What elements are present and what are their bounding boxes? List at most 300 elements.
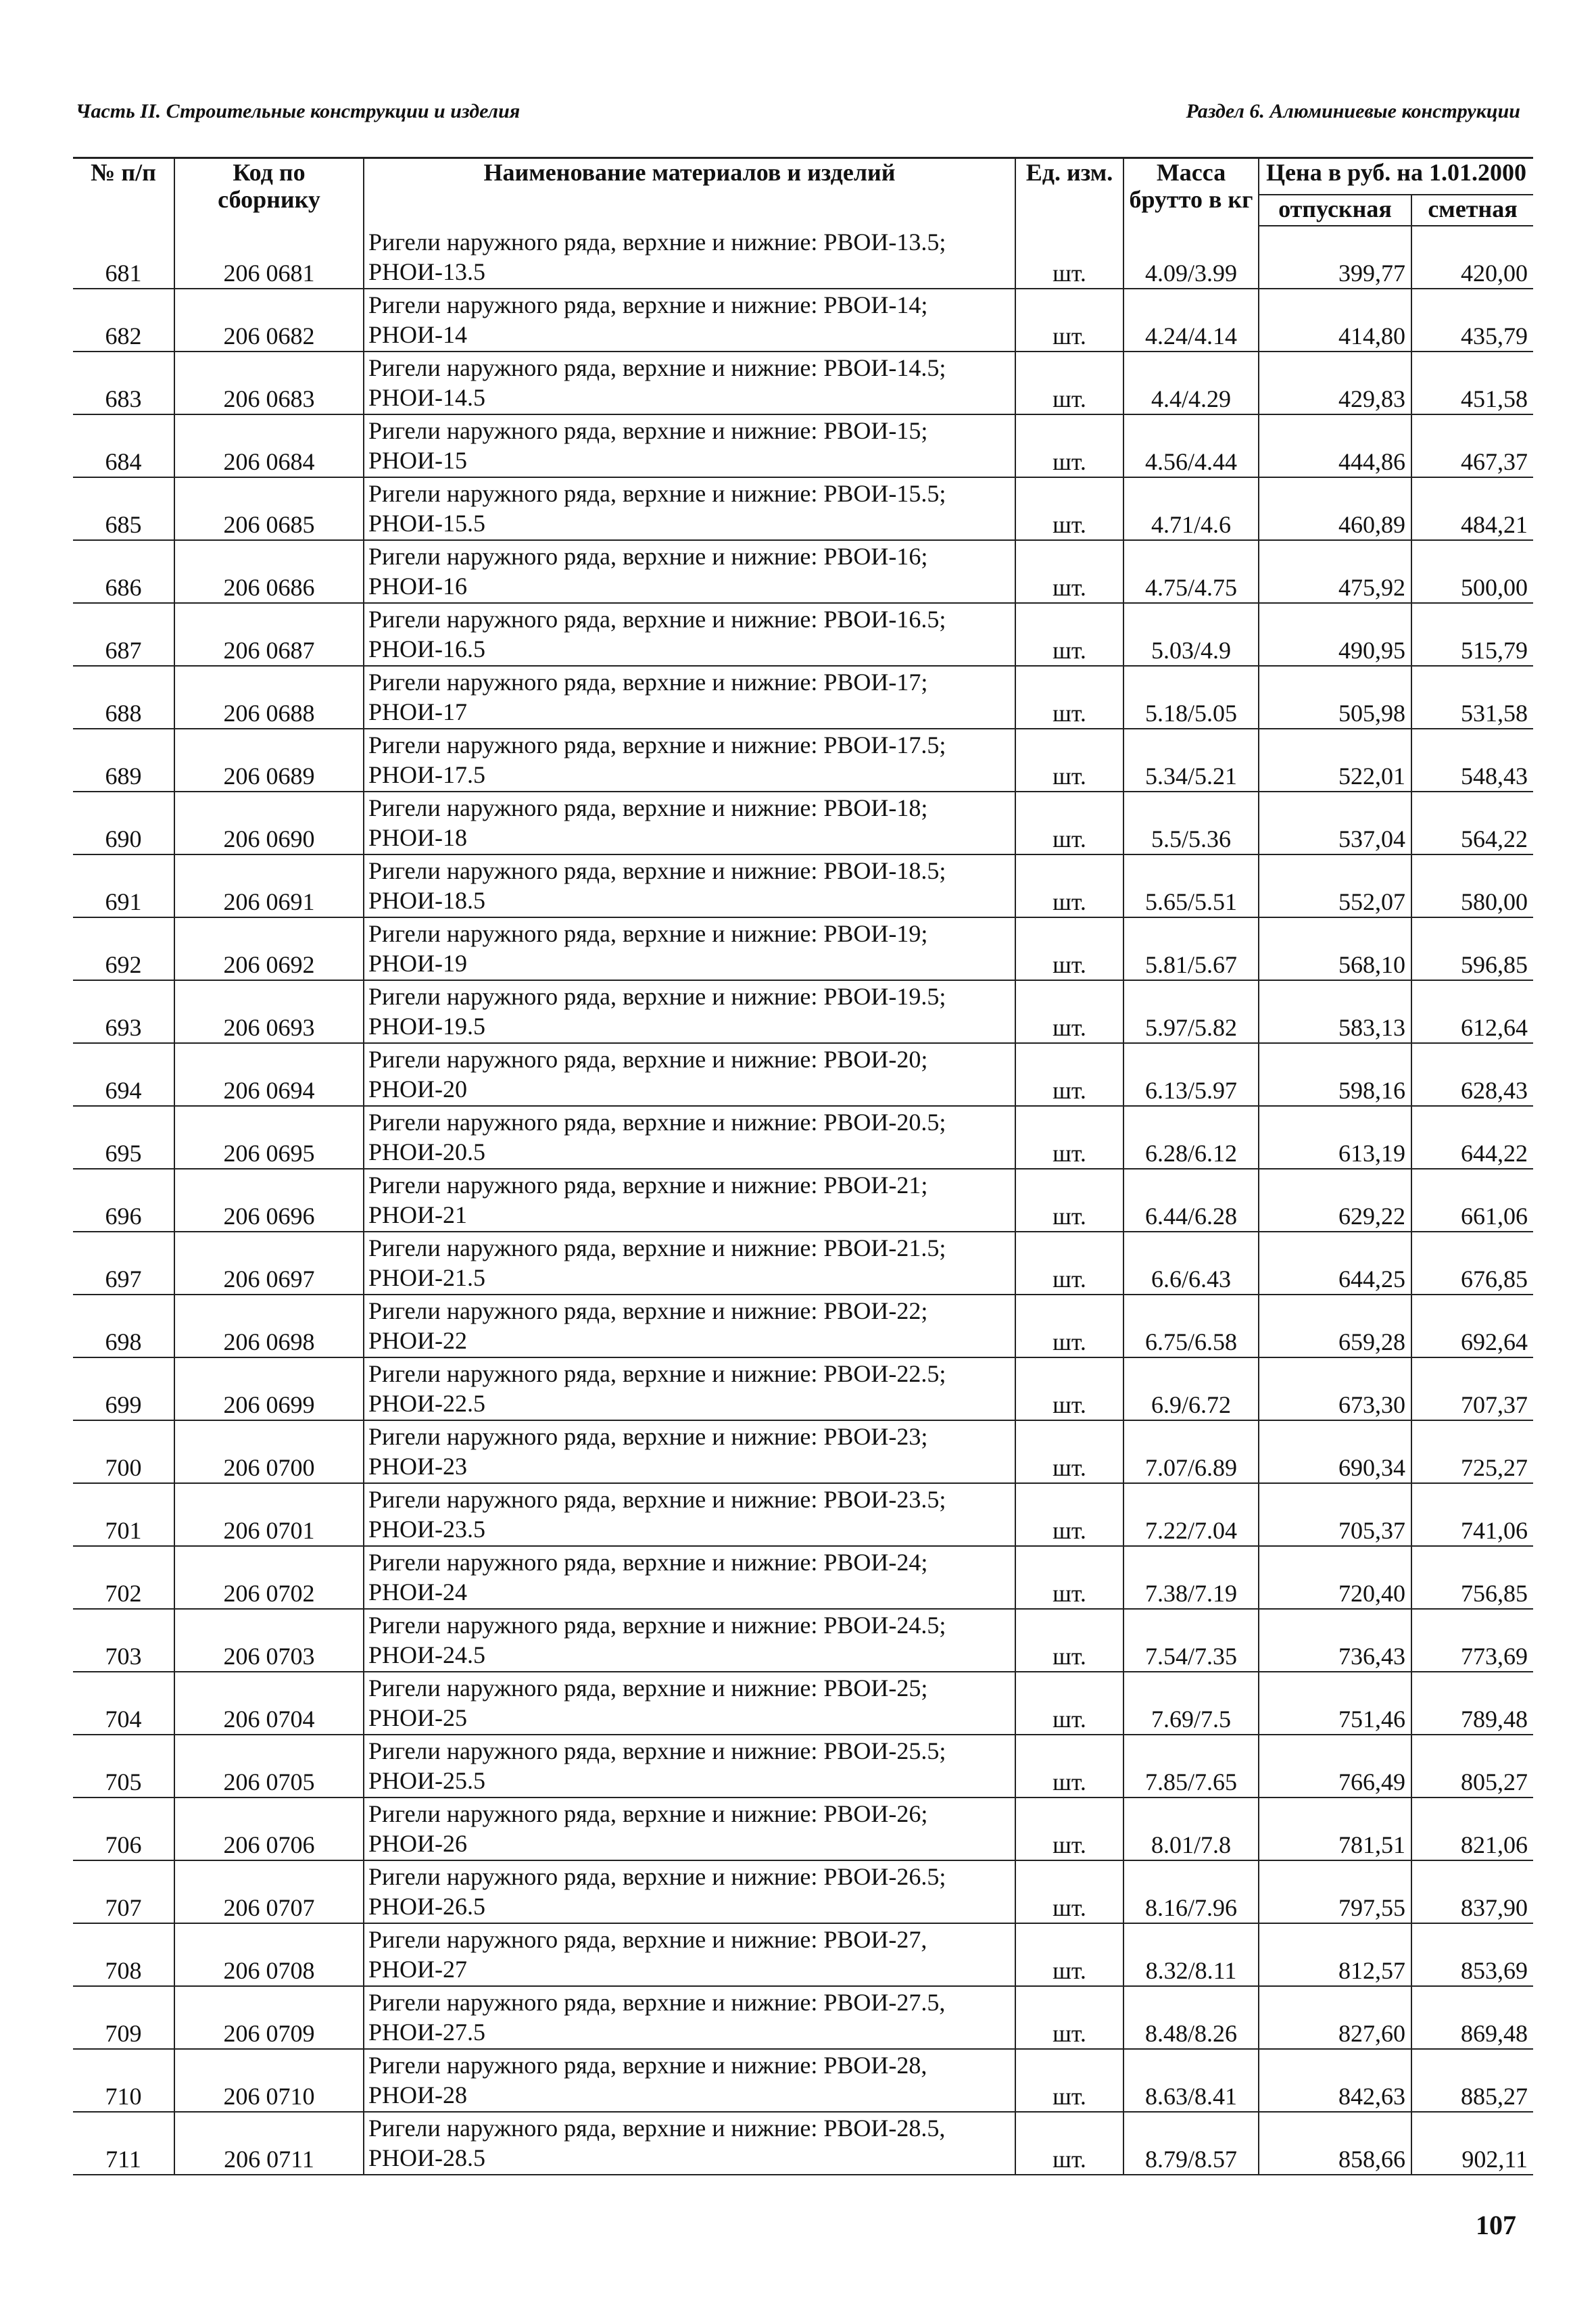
- row-mass: 4.75/4.75: [1123, 540, 1259, 603]
- row-price-release: 522,01: [1259, 729, 1411, 792]
- row-name: [364, 2112, 1015, 2175]
- row-unit: шт.: [1015, 1169, 1123, 1232]
- table-row: [73, 729, 1533, 792]
- row-mass: 5.65/5.51: [1123, 854, 1259, 917]
- row-mass: 7.85/7.65: [1123, 1735, 1259, 1798]
- row-name: [364, 1860, 1015, 1923]
- row-name: [364, 226, 1015, 289]
- row-number: 686: [73, 540, 174, 603]
- row-code: 206 0690: [174, 792, 364, 854]
- row-code: 206 0686: [174, 540, 364, 603]
- table-row: [73, 1106, 1533, 1169]
- row-code: 206 0710: [174, 2049, 364, 2112]
- row-name-line-1: Ригели наружного ряда, верхние и нижние: РВОИ-23.5;: [368, 1486, 946, 1513]
- row-price-estimate: 756,85: [1411, 1546, 1533, 1609]
- row-name-line-1: Ригели наружного ряда, верхние и нижние: РВОИ-25.5;: [368, 1737, 946, 1764]
- row-price-release: 537,04: [1259, 792, 1411, 854]
- row-mass: 5.03/4.9: [1123, 603, 1259, 666]
- row-price-release: 644,25: [1259, 1232, 1411, 1295]
- row-price-estimate: 902,11: [1411, 2112, 1533, 2175]
- row-price-release: 505,98: [1259, 666, 1411, 729]
- row-price-estimate: 773,69: [1411, 1609, 1533, 1672]
- row-price-estimate: 644,22: [1411, 1106, 1533, 1169]
- row-name-line-1: Ригели наружного ряда, верхние и нижние: РВОИ-24;: [368, 1549, 928, 1576]
- row-name: [364, 1798, 1015, 1860]
- row-price-release: 736,43: [1259, 1609, 1411, 1672]
- row-name: [364, 1483, 1015, 1546]
- row-name-line-2: РНОИ-15: [368, 447, 468, 474]
- row-name: [364, 729, 1015, 792]
- row-name: [364, 1546, 1015, 1609]
- table-row: [73, 1735, 1533, 1798]
- row-price-release: 705,37: [1259, 1483, 1411, 1546]
- row-number: 701: [73, 1483, 174, 1546]
- row-price-estimate: 420,00: [1411, 226, 1533, 289]
- row-mass: 6.75/6.58: [1123, 1295, 1259, 1357]
- row-price-release: 766,49: [1259, 1735, 1411, 1798]
- row-mass: 8.48/8.26: [1123, 1986, 1259, 2049]
- row-name-line-1: Ригели наружного ряда, верхние и нижние: РВОИ-16;: [368, 543, 928, 570]
- row-mass: 8.63/8.41: [1123, 2049, 1259, 2112]
- row-unit: шт.: [1015, 854, 1123, 917]
- col-header-price-group: Цена в руб. на 1.01.2000: [1259, 158, 1533, 195]
- row-number: 706: [73, 1798, 174, 1860]
- row-code: 206 0700: [174, 1420, 364, 1483]
- row-number: 696: [73, 1169, 174, 1232]
- row-name-line-2: РНОИ-24.5: [368, 1641, 486, 1668]
- row-mass: 7.69/7.5: [1123, 1672, 1259, 1735]
- table-row: [73, 1609, 1533, 1672]
- row-price-release: 751,46: [1259, 1672, 1411, 1735]
- row-name-line-2: РНОИ-18: [368, 824, 468, 851]
- row-name-line-1: Ригели наружного ряда, верхние и нижние: РВОИ-18;: [368, 794, 928, 821]
- row-name-line-2: РНОИ-20: [368, 1076, 468, 1103]
- row-code: 206 0696: [174, 1169, 364, 1232]
- row-mass: 5.18/5.05: [1123, 666, 1259, 729]
- row-name-line-2: РНОИ-24: [368, 1578, 468, 1606]
- row-mass: 6.28/6.12: [1123, 1106, 1259, 1169]
- row-number: 689: [73, 729, 174, 792]
- row-price-release: 797,55: [1259, 1860, 1411, 1923]
- row-name-line-2: РНОИ-14: [368, 321, 468, 348]
- row-code: 206 0708: [174, 1923, 364, 1986]
- row-name-line-2: РНОИ-17.5: [368, 761, 486, 788]
- row-name-line-2: РНОИ-27.5: [368, 2019, 486, 2046]
- row-price-estimate: 676,85: [1411, 1232, 1533, 1295]
- row-unit: шт.: [1015, 1923, 1123, 1986]
- row-name: [364, 1043, 1015, 1106]
- row-price-release: 690,34: [1259, 1420, 1411, 1483]
- col-header-code: Код по сборнику: [174, 158, 364, 226]
- row-code: 206 0683: [174, 352, 364, 414]
- row-price-release: 720,40: [1259, 1546, 1411, 1609]
- row-mass: 5.34/5.21: [1123, 729, 1259, 792]
- table-row: [73, 1420, 1533, 1483]
- row-mass: 4.4/4.29: [1123, 352, 1259, 414]
- row-price-estimate: 628,43: [1411, 1043, 1533, 1106]
- row-number: 711: [73, 2112, 174, 2175]
- row-price-estimate: 692,64: [1411, 1295, 1533, 1357]
- row-unit: шт.: [1015, 1546, 1123, 1609]
- row-mass: 6.6/6.43: [1123, 1232, 1259, 1295]
- row-name: [364, 1106, 1015, 1169]
- row-code: 206 0703: [174, 1609, 364, 1672]
- row-name-line-2: РНОИ-18.5: [368, 887, 486, 914]
- row-price-estimate: 853,69: [1411, 1923, 1533, 1986]
- row-name-line-1: Ригели наружного ряда, верхние и нижние: РВОИ-27,: [368, 1926, 927, 1953]
- row-name-line-2: РНОИ-26: [368, 1830, 468, 1857]
- row-name-line-1: Ригели наружного ряда, верхние и нижние: РВОИ-17.5;: [368, 731, 946, 758]
- row-number: 681: [73, 226, 174, 289]
- table-row: [73, 980, 1533, 1043]
- table-row: [73, 540, 1533, 603]
- row-unit: шт.: [1015, 1043, 1123, 1106]
- row-price-release: 460,89: [1259, 477, 1411, 540]
- row-name-line-2: РНОИ-22.5: [368, 1390, 486, 1417]
- table-row: [73, 1923, 1533, 1986]
- row-unit: шт.: [1015, 729, 1123, 792]
- row-unit: шт.: [1015, 1232, 1123, 1295]
- row-code: 206 0699: [174, 1357, 364, 1420]
- row-name-line-1: Ригели наружного ряда, верхние и нижние: РВОИ-14.5;: [368, 354, 946, 381]
- row-name-line-2: РНОИ-27: [368, 1956, 468, 1983]
- row-price-estimate: 725,27: [1411, 1420, 1533, 1483]
- row-unit: шт.: [1015, 289, 1123, 352]
- row-price-estimate: 885,27: [1411, 2049, 1533, 2112]
- row-name-line-1: Ригели наружного ряда, верхние и нижние: РВОИ-21.5;: [368, 1234, 946, 1261]
- row-number: 699: [73, 1357, 174, 1420]
- row-mass: 5.97/5.82: [1123, 980, 1259, 1043]
- row-name-line-1: Ригели наружного ряда, верхние и нижние: РВОИ-28,: [368, 2052, 927, 2079]
- row-unit: шт.: [1015, 1609, 1123, 1672]
- table-row: [73, 1043, 1533, 1106]
- row-price-estimate: 707,37: [1411, 1357, 1533, 1420]
- row-unit: шт.: [1015, 1735, 1123, 1798]
- row-name-line-1: Ригели наружного ряда, верхние и нижние: РВОИ-21;: [368, 1172, 928, 1199]
- col-header-price-estimate: сметная: [1411, 195, 1533, 226]
- row-price-estimate: 435,79: [1411, 289, 1533, 352]
- row-code: 206 0701: [174, 1483, 364, 1546]
- row-name-line-1: Ригели наружного ряда, верхние и нижние: РВОИ-18.5;: [368, 857, 946, 884]
- row-name-line-1: Ригели наружного ряда, верхние и нижние: РВОИ-19;: [368, 920, 928, 947]
- row-price-release: 598,16: [1259, 1043, 1411, 1106]
- row-price-estimate: 580,00: [1411, 854, 1533, 917]
- col-header-price-release: отпускная: [1259, 195, 1411, 226]
- row-name: [364, 414, 1015, 477]
- row-name-line-1: Ригели наружного ряда, верхние и нижние: РВОИ-17;: [368, 669, 928, 696]
- table-row: [73, 1546, 1533, 1609]
- row-mass: 4.56/4.44: [1123, 414, 1259, 477]
- row-name-line-1: Ригели наружного ряда, верхние и нижние: РВОИ-15.5;: [368, 480, 946, 507]
- row-price-estimate: 869,48: [1411, 1986, 1533, 2049]
- row-number: 683: [73, 352, 174, 414]
- row-code: 206 0702: [174, 1546, 364, 1609]
- price-table: [73, 157, 1533, 2175]
- table-row: [73, 352, 1533, 414]
- row-number: 692: [73, 917, 174, 980]
- row-name-line-1: Ригели наружного ряда, верхние и нижние: РВОИ-23;: [368, 1423, 928, 1450]
- row-unit: шт.: [1015, 414, 1123, 477]
- row-price-release: 781,51: [1259, 1798, 1411, 1860]
- row-unit: шт.: [1015, 2112, 1123, 2175]
- row-code: 206 0691: [174, 854, 364, 917]
- row-code: 206 0695: [174, 1106, 364, 1169]
- table-row: [73, 477, 1533, 540]
- table-row: [73, 226, 1533, 289]
- row-number: 707: [73, 1860, 174, 1923]
- row-name-line-1: Ригели наружного ряда, верхние и нижние: РВОИ-22.5;: [368, 1360, 946, 1387]
- row-name: [364, 540, 1015, 603]
- page-number: 107: [1476, 2210, 1516, 2240]
- row-price-estimate: 548,43: [1411, 729, 1533, 792]
- table-row: [73, 2112, 1533, 2175]
- row-name-line-1: Ригели наружного ряда, верхние и нижние: РВОИ-26;: [368, 1800, 928, 1827]
- row-name-line-1: Ригели наружного ряда, верхние и нижние: РВОИ-24.5;: [368, 1612, 946, 1639]
- row-name: [364, 666, 1015, 729]
- row-number: 704: [73, 1672, 174, 1735]
- row-name-line-2: РНОИ-21: [368, 1201, 468, 1228]
- row-price-release: 444,86: [1259, 414, 1411, 477]
- table-row: [73, 289, 1533, 352]
- row-name: [364, 289, 1015, 352]
- row-name: [364, 1169, 1015, 1232]
- row-price-release: 429,83: [1259, 352, 1411, 414]
- row-unit: шт.: [1015, 540, 1123, 603]
- row-name-line-1: Ригели наружного ряда, верхние и нижние: РВОИ-14;: [368, 291, 928, 318]
- table-row: [73, 1295, 1533, 1357]
- row-name-line-2: РНОИ-16.5: [368, 635, 486, 662]
- row-code: 206 0697: [174, 1232, 364, 1295]
- row-number: 685: [73, 477, 174, 540]
- row-mass: 8.79/8.57: [1123, 2112, 1259, 2175]
- row-number: 703: [73, 1609, 174, 1672]
- row-unit: шт.: [1015, 792, 1123, 854]
- row-number: 700: [73, 1420, 174, 1483]
- row-price-estimate: 451,58: [1411, 352, 1533, 414]
- row-code: 206 0681: [174, 226, 364, 289]
- row-mass: 7.07/6.89: [1123, 1420, 1259, 1483]
- row-name-line-2: РНОИ-14.5: [368, 384, 486, 411]
- running-header-right: Раздел 6. Алюминиевые конструкции: [1186, 100, 1520, 122]
- table-row: [73, 917, 1533, 980]
- row-name: [364, 1735, 1015, 1798]
- row-unit: шт.: [1015, 226, 1123, 289]
- table-body: [73, 226, 1533, 2175]
- row-number: 695: [73, 1106, 174, 1169]
- row-name: [364, 1357, 1015, 1420]
- row-name-line-1: Ригели наружного ряда, верхние и нижние: РВОИ-26.5;: [368, 1863, 946, 1890]
- row-unit: шт.: [1015, 1106, 1123, 1169]
- row-code: 206 0685: [174, 477, 364, 540]
- row-name-line-2: РНОИ-25: [368, 1704, 468, 1731]
- row-name-line-2: РНОИ-19: [368, 950, 468, 977]
- row-name: [364, 352, 1015, 414]
- row-unit: шт.: [1015, 1672, 1123, 1735]
- row-name-line-2: РНОИ-15.5: [368, 510, 486, 537]
- row-mass: 6.44/6.28: [1123, 1169, 1259, 1232]
- row-number: 684: [73, 414, 174, 477]
- row-price-estimate: 500,00: [1411, 540, 1533, 603]
- row-number: 710: [73, 2049, 174, 2112]
- table-row: [73, 1483, 1533, 1546]
- row-name: [364, 1420, 1015, 1483]
- row-name-line-1: Ригели наружного ряда, верхние и нижние: РВОИ-15;: [368, 417, 928, 444]
- col-header-name: Наименование материалов и изделий: [364, 158, 1015, 226]
- row-code: 206 0694: [174, 1043, 364, 1106]
- row-unit: шт.: [1015, 352, 1123, 414]
- row-name: [364, 854, 1015, 917]
- row-name: [364, 1986, 1015, 2049]
- table-row: [73, 1232, 1533, 1295]
- row-name: [364, 2049, 1015, 2112]
- row-mass: 5.81/5.67: [1123, 917, 1259, 980]
- row-name: [364, 1295, 1015, 1357]
- row-name: [364, 917, 1015, 980]
- row-number: 688: [73, 666, 174, 729]
- row-code: 206 0706: [174, 1798, 364, 1860]
- row-name: [364, 477, 1015, 540]
- row-name-line-2: РНОИ-23.5: [368, 1516, 486, 1543]
- row-unit: шт.: [1015, 2049, 1123, 2112]
- row-price-release: 613,19: [1259, 1106, 1411, 1169]
- row-name-line-2: РНОИ-16: [368, 573, 468, 600]
- table-row: [73, 414, 1533, 477]
- row-name: [364, 1923, 1015, 1986]
- row-unit: шт.: [1015, 1483, 1123, 1546]
- row-name-line-2: РНОИ-13.5: [368, 258, 486, 285]
- row-name: [364, 1609, 1015, 1672]
- row-price-release: 399,77: [1259, 226, 1411, 289]
- row-number: 682: [73, 289, 174, 352]
- row-name: [364, 980, 1015, 1043]
- row-name-line-1: Ригели наружного ряда, верхние и нижние: РВОИ-28.5,: [368, 2115, 946, 2142]
- row-mass: 6.13/5.97: [1123, 1043, 1259, 1106]
- row-price-release: 568,10: [1259, 917, 1411, 980]
- row-number: 697: [73, 1232, 174, 1295]
- row-price-release: 583,13: [1259, 980, 1411, 1043]
- row-price-estimate: 484,21: [1411, 477, 1533, 540]
- row-name: [364, 1672, 1015, 1735]
- row-number: 702: [73, 1546, 174, 1609]
- col-header-mass: Масса брутто в кг: [1123, 158, 1259, 226]
- row-unit: шт.: [1015, 477, 1123, 540]
- row-name: [364, 603, 1015, 666]
- row-name-line-2: РНОИ-22: [368, 1327, 468, 1354]
- row-mass: 7.54/7.35: [1123, 1609, 1259, 1672]
- table-row: [73, 666, 1533, 729]
- row-price-estimate: 837,90: [1411, 1860, 1533, 1923]
- row-price-estimate: 531,58: [1411, 666, 1533, 729]
- row-number: 687: [73, 603, 174, 666]
- row-name-line-2: РНОИ-20.5: [368, 1138, 486, 1165]
- row-code: 206 0705: [174, 1735, 364, 1798]
- row-price-release: 475,92: [1259, 540, 1411, 603]
- row-price-release: 414,80: [1259, 289, 1411, 352]
- row-code: 206 0689: [174, 729, 364, 792]
- row-number: 708: [73, 1923, 174, 1986]
- row-price-release: 858,66: [1259, 2112, 1411, 2175]
- row-name-line-1: Ригели наружного ряда, верхние и нижние: РВОИ-20.5;: [368, 1109, 946, 1136]
- row-code: 206 0692: [174, 917, 364, 980]
- row-price-estimate: 741,06: [1411, 1483, 1533, 1546]
- row-name-line-1: Ригели наружного ряда, верхние и нижние: РВОИ-13.5;: [368, 228, 946, 256]
- row-price-estimate: 612,64: [1411, 980, 1533, 1043]
- row-unit: шт.: [1015, 917, 1123, 980]
- row-code: 206 0704: [174, 1672, 364, 1735]
- running-header-left: Часть II. Строительные конструкции и изделия: [76, 100, 521, 122]
- row-price-release: 827,60: [1259, 1986, 1411, 2049]
- row-mass: 6.9/6.72: [1123, 1357, 1259, 1420]
- row-number: 709: [73, 1986, 174, 2049]
- row-name-line-1: Ригели наружного ряда, верхние и нижние: РВОИ-22;: [368, 1297, 928, 1324]
- row-code: 206 0682: [174, 289, 364, 352]
- row-unit: шт.: [1015, 1986, 1123, 2049]
- row-number: 698: [73, 1295, 174, 1357]
- row-name-line-2: РНОИ-19.5: [368, 1013, 486, 1040]
- row-price-release: 659,28: [1259, 1295, 1411, 1357]
- row-name-line-1: Ригели наружного ряда, верхние и нижние: РВОИ-25;: [368, 1674, 928, 1702]
- row-price-release: 490,95: [1259, 603, 1411, 666]
- row-name-line-2: РНОИ-17: [368, 698, 468, 725]
- row-number: 694: [73, 1043, 174, 1106]
- row-price-estimate: 596,85: [1411, 917, 1533, 980]
- row-number: 693: [73, 980, 174, 1043]
- table-row: [73, 1986, 1533, 2049]
- table-row: [73, 1357, 1533, 1420]
- row-code: 206 0698: [174, 1295, 364, 1357]
- row-name-line-1: Ригели наружного ряда, верхние и нижние: РВОИ-19.5;: [368, 983, 946, 1010]
- row-price-estimate: 515,79: [1411, 603, 1533, 666]
- table-header: [73, 158, 1533, 226]
- row-price-estimate: 661,06: [1411, 1169, 1533, 1232]
- row-name: [364, 792, 1015, 854]
- row-price-estimate: 789,48: [1411, 1672, 1533, 1735]
- row-price-estimate: 564,22: [1411, 792, 1533, 854]
- row-mass: 5.5/5.36: [1123, 792, 1259, 854]
- table-row: [73, 1169, 1533, 1232]
- row-unit: шт.: [1015, 1295, 1123, 1357]
- row-price-release: 552,07: [1259, 854, 1411, 917]
- row-unit: шт.: [1015, 1357, 1123, 1420]
- row-mass: 4.09/3.99: [1123, 226, 1259, 289]
- row-unit: шт.: [1015, 1420, 1123, 1483]
- row-unit: шт.: [1015, 980, 1123, 1043]
- row-number: 705: [73, 1735, 174, 1798]
- row-price-release: 629,22: [1259, 1169, 1411, 1232]
- row-name-line-2: РНОИ-23: [368, 1453, 468, 1480]
- row-mass: 4.71/4.6: [1123, 477, 1259, 540]
- row-mass: 8.16/7.96: [1123, 1860, 1259, 1923]
- table-row: [73, 792, 1533, 854]
- table-row: [73, 603, 1533, 666]
- table-row: [73, 854, 1533, 917]
- row-price-estimate: 805,27: [1411, 1735, 1533, 1798]
- row-name-line-2: РНОИ-28.5: [368, 2144, 486, 2171]
- row-name-line-1: Ригели наружного ряда, верхние и нижние: РВОИ-27.5,: [368, 1989, 946, 2016]
- row-mass: 7.22/7.04: [1123, 1483, 1259, 1546]
- col-header-num: № п/п: [73, 158, 174, 226]
- row-price-estimate: 467,37: [1411, 414, 1533, 477]
- row-price-release: 842,63: [1259, 2049, 1411, 2112]
- row-name-line-2: РНОИ-28: [368, 2081, 468, 2108]
- table-row: [73, 1672, 1533, 1735]
- row-number: 690: [73, 792, 174, 854]
- price-table-container: [73, 157, 1533, 2175]
- row-code: 206 0684: [174, 414, 364, 477]
- row-code: 206 0693: [174, 980, 364, 1043]
- row-name-line-2: РНОИ-21.5: [368, 1264, 486, 1291]
- row-unit: шт.: [1015, 1860, 1123, 1923]
